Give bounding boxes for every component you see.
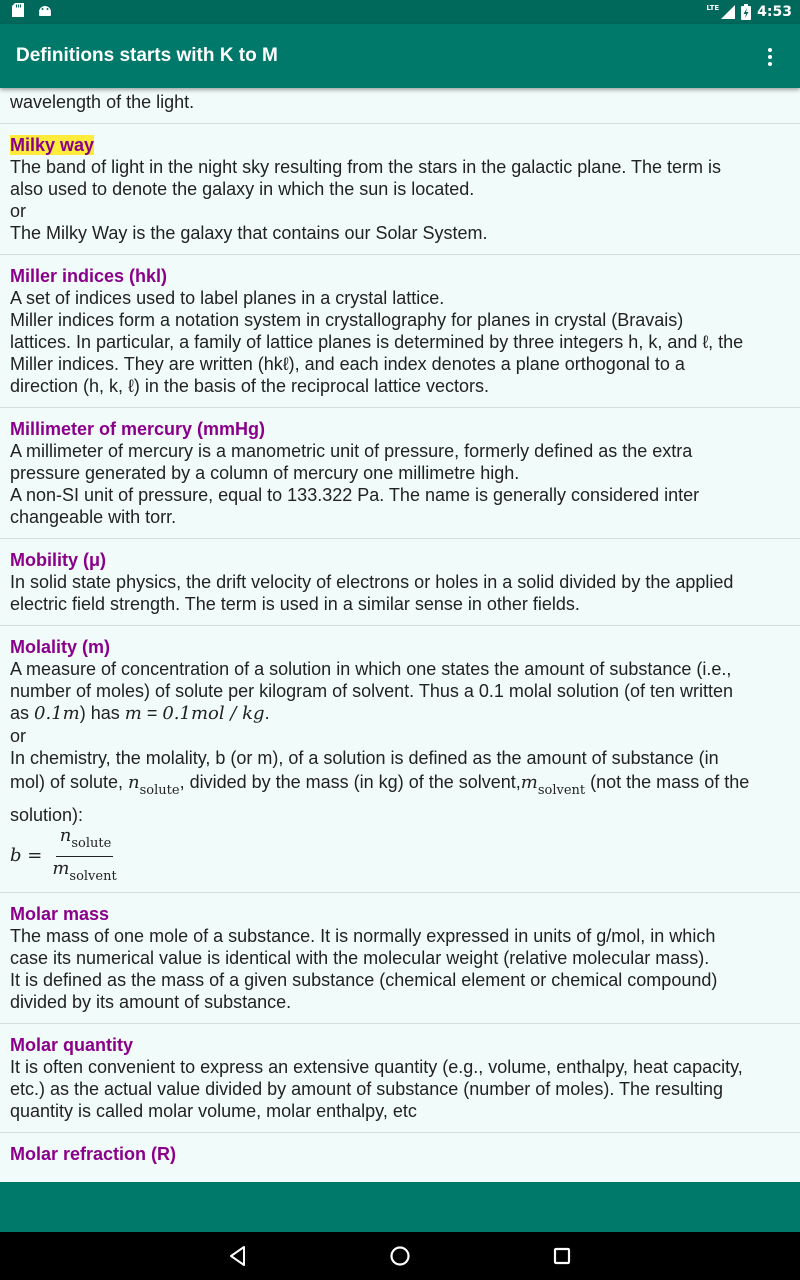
definition-text: A millimeter of mercury is a manometric unit of pressure, formerly defined as the extra	[10, 441, 693, 461]
math-variable: m	[520, 772, 538, 793]
bottom-bar	[0, 1182, 800, 1232]
overflow-menu-icon[interactable]	[758, 46, 782, 68]
definition-text: The band of light in the night sky resulting from the stars in the galactic plane. The term is	[10, 157, 722, 177]
definition-text: case its numerical value is identical with the molecular weight (relative molecular mass).	[10, 948, 710, 968]
term-title: Millimeter of mercury (mmHg)	[10, 419, 266, 439]
definition-text	[10, 769, 790, 804]
definition-text: In solid state physics, the drift velocity of electrons or holes in a solid divided by the applied	[10, 572, 734, 592]
definition-text: It is defined as the mass of a given substance (chemical element or chemical compound)	[10, 970, 718, 990]
term-title: Molar refraction (R)	[10, 1144, 177, 1164]
math-subscript: solute	[71, 835, 112, 851]
term-title: Molar quantity	[10, 1035, 134, 1055]
term-title: Milky way	[10, 135, 95, 155]
sd-card-icon	[12, 3, 24, 17]
definition-text: divided by its amount of substance.	[10, 992, 292, 1012]
math-subscript: solvent	[537, 783, 586, 798]
definition-text: or	[10, 726, 27, 746]
text-run: mol) of solute,	[10, 772, 129, 792]
definition-text: quantity is called molar volume, molar enthalpy, etc	[10, 1101, 417, 1121]
list-item[interactable]	[0, 626, 800, 893]
definition-text: A non-SI unit of pressure, equal to 133.322 Pa. The name is generally considered inter	[10, 485, 700, 505]
page-title: Definitions starts with K to M	[16, 45, 278, 66]
definition-text: number of moles) of solute per kilogram of solvent. Thus a 0.1 molal solution (of ten written	[10, 681, 734, 701]
network-type-label: LTE	[706, 4, 720, 12]
math-variable: m	[52, 857, 70, 879]
text-run: ) has	[79, 703, 125, 723]
math-subscript: solute	[139, 783, 180, 798]
term-title: Molality (m)	[10, 637, 111, 657]
formula-denominator	[50, 857, 118, 888]
list-item[interactable]	[0, 1024, 800, 1133]
app-bar	[0, 24, 800, 88]
list-item[interactable]	[0, 255, 800, 408]
definition-text: or	[10, 201, 27, 221]
definition-text: It is often convenient to express an extensive quantity (e.g., volume, enthalpy, heat capacity,	[10, 1057, 743, 1077]
definition-text: etc.) as the actual value divided by amount of substance (number of moles). The resulting	[10, 1079, 724, 1099]
definition-text: In chemistry, the molality, b (or m), of a solution is defined as the amount of substance (in	[10, 748, 719, 768]
definitions-list[interactable]	[0, 88, 800, 1182]
definition-text: lattices. In particular, a family of lattice planes is determined by three integers h, k, and ℓ, the	[10, 332, 744, 352]
list-item[interactable]	[0, 408, 800, 539]
definition-text: changeable with torr.	[10, 507, 177, 527]
text-run: (not the mass of the	[585, 772, 750, 792]
text-run: as	[10, 703, 35, 723]
status-bar	[0, 0, 800, 24]
formula-lhs: b =	[10, 845, 43, 866]
list-item[interactable]	[0, 893, 800, 1024]
definition-text: A measure of concentration of a solution in which one states the amount of substance (i.e.,	[10, 659, 732, 679]
signal-icon	[721, 5, 735, 19]
text-run: =	[141, 703, 163, 723]
formula-fraction	[50, 825, 118, 888]
definition-text	[10, 702, 790, 725]
term-title: Mobility (μ)	[10, 550, 106, 570]
home-icon[interactable]	[388, 1244, 412, 1268]
definition-text: A set of indices used to label planes in a crystal lattice.	[10, 288, 445, 308]
recents-icon[interactable]	[550, 1244, 574, 1268]
text-run: , divided by the mass (in kg) of the solvent,	[179, 772, 521, 792]
list-item[interactable]	[0, 124, 800, 255]
term-title: Molar mass	[10, 904, 110, 924]
definition-text: direction (h, k, ℓ) in the basis of the reciprocal lattice vectors.	[10, 376, 490, 396]
math-subscript: solvent	[69, 868, 117, 884]
battery-charging-icon	[741, 4, 751, 20]
math-variable: n	[128, 772, 140, 793]
definition-text: wavelength of the light.	[10, 92, 195, 112]
list-item[interactable]	[0, 539, 800, 626]
definition-text: solution):	[10, 805, 84, 825]
definition-text: Miller indices. They are written (hkℓ), and each index denotes a plane orthogonal to a	[10, 354, 685, 374]
math-expression: 0.1m	[34, 703, 80, 724]
definition-text: electric field strength. The term is used in a similar sense in other fields.	[10, 594, 580, 614]
formula-numerator	[56, 825, 114, 857]
definition-text: The mass of one mole of a substance. It is normally expressed in units of g/mol, in which	[10, 926, 716, 946]
back-icon[interactable]	[226, 1244, 250, 1268]
clock: 4:53	[757, 4, 792, 20]
math-variable: n	[59, 824, 72, 846]
definition-text: The Milky Way is the galaxy that contains our Solar System.	[10, 223, 488, 243]
definition-text: also used to denote the galaxy in which the sun is located.	[10, 179, 475, 199]
definition-text: Miller indices form a notation system in crystallography for planes in crystal (Bravais)	[10, 310, 684, 330]
math-expression: 0.1mol / kg	[162, 703, 265, 724]
math-expression: m	[124, 703, 142, 724]
android-icon	[38, 3, 52, 17]
list-item	[0, 88, 800, 124]
molality-formula	[10, 824, 790, 884]
text-run: .	[264, 703, 270, 723]
navigation-bar	[0, 1232, 800, 1280]
definition-text: pressure generated by a column of mercury one millimetre high.	[10, 463, 520, 483]
term-title: Miller indices (hkl)	[10, 266, 168, 286]
